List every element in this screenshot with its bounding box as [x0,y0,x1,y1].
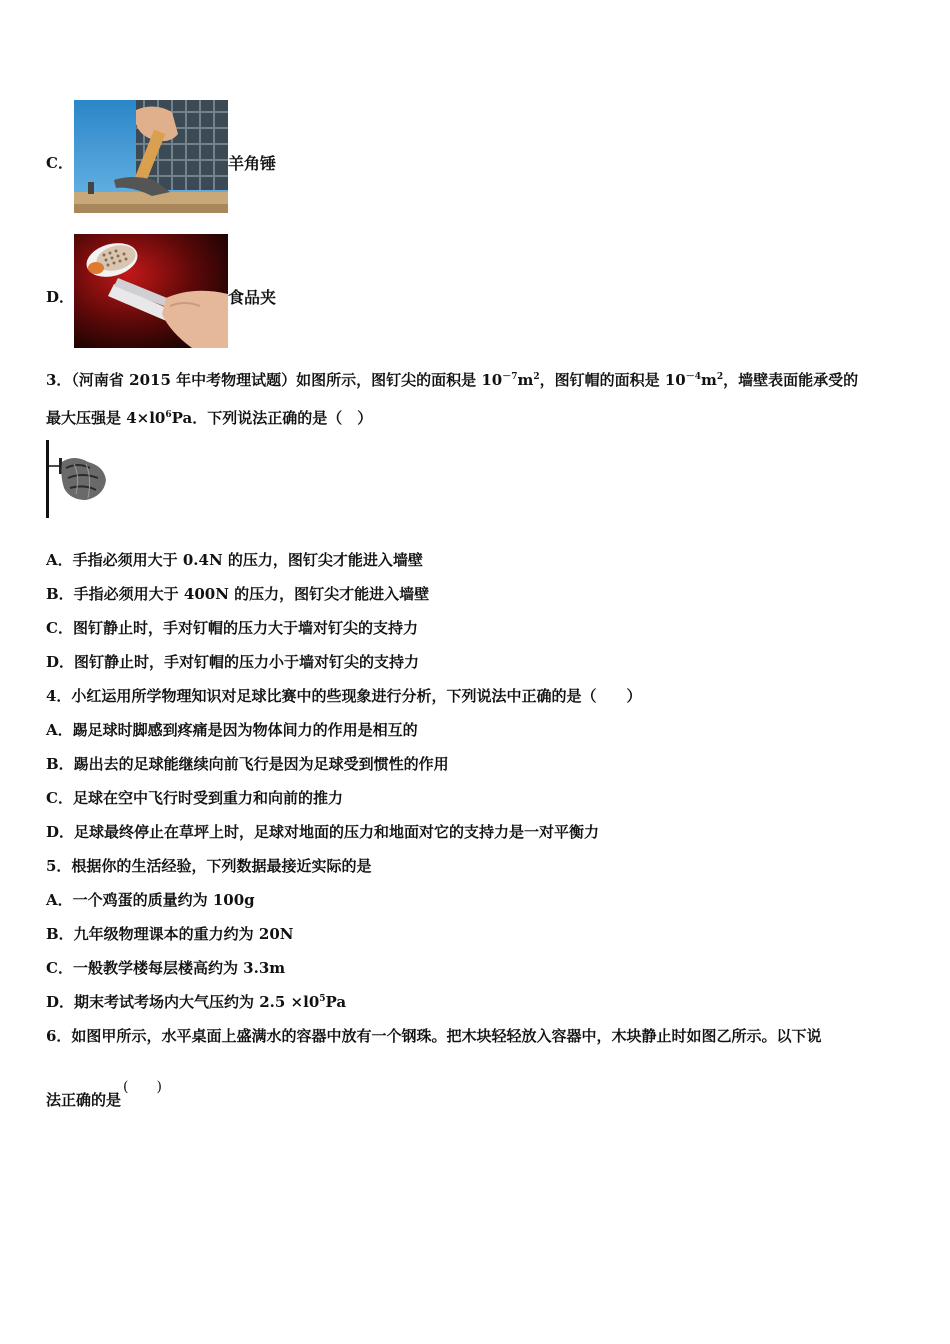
answer-paren: ( ) [123,1079,162,1095]
question-5-option-a: A．一个鸡蛋的质量约为 100g [46,891,255,909]
question-6-stem-line1: 6．如图甲所示，水平桌面上盛满水的容器中放有一个钢珠。把木块轻轻放入容器中，木块静止时如图乙所示。以下说 [46,1027,822,1045]
question-6-stem-line2: 法正确的是( ) [46,1079,162,1109]
question-3-stem-line2: 最大压强是 $4\times l0^6Pa$．下列说法正确的是（ ） [46,409,373,427]
question-3-option-a: A．手指必须用大于 0.4N 的压力，图钉尖才能进入墙壁 [46,551,423,569]
question-3-option-b: B．手指必须用大于 400N 的压力，图钉尖才能进入墙壁 [46,585,430,603]
question-5-stem: 5．根据你的生活经验，下列数据最接近实际的是 [46,857,372,875]
question-4-stem: 4．小红运用所学物理知识对足球比赛中的些现象进行分析，下列说法中正确的是（ ） [46,687,642,705]
option-d-label: D． [46,288,75,306]
question-5-option-c: C．一般教学楼每层楼高约为 3.3m [46,959,286,977]
question-3-stem-line1: 3．（河南省 2015 年中考物理试题）如图所示，图钉尖的面积是 $10^{-7}m^2$，图钉帽的面积是 $10^{-4}m^2$，墙壁表面能承受的 [46,371,859,389]
question-3-option-d: D．图钉静止时，手对钉帽的压力小于墙对钉尖的支持力 [46,653,420,671]
option-c-label: C． [46,154,73,172]
hammer-photo [74,100,228,213]
question-4-option-b: B．踢出去的足球能继续向前飞行是因为足球受到惯性的作用 [46,755,449,773]
question-3-option-c: C．图钉静止时，手对钉帽的压力大于墙对钉尖的支持力 [46,619,418,637]
option-c-caption: 羊角锤 [228,154,277,173]
question-4-option-a: A．踢足球时脚感到疼痛是因为物体间力的作用是相互的 [46,721,418,739]
option-d-caption: 食品夹 [228,288,277,307]
food-tongs-photo [74,234,228,348]
question-5-option-b: B．九年级物理课本的重力约为 20N [46,925,294,943]
question-5-option-d: D．期末考试考场内大气压约为 $2.5 \times l0^5Pa$ [46,993,347,1011]
question-4-option-d: D．足球最终停止在草坪上时，足球对地面的压力和地面对它的支持力是一对平衡力 [46,823,600,841]
question-4-option-c: C．足球在空中飞行时受到重力和向前的推力 [46,789,343,807]
thumbtack-wall-figure [44,440,110,520]
